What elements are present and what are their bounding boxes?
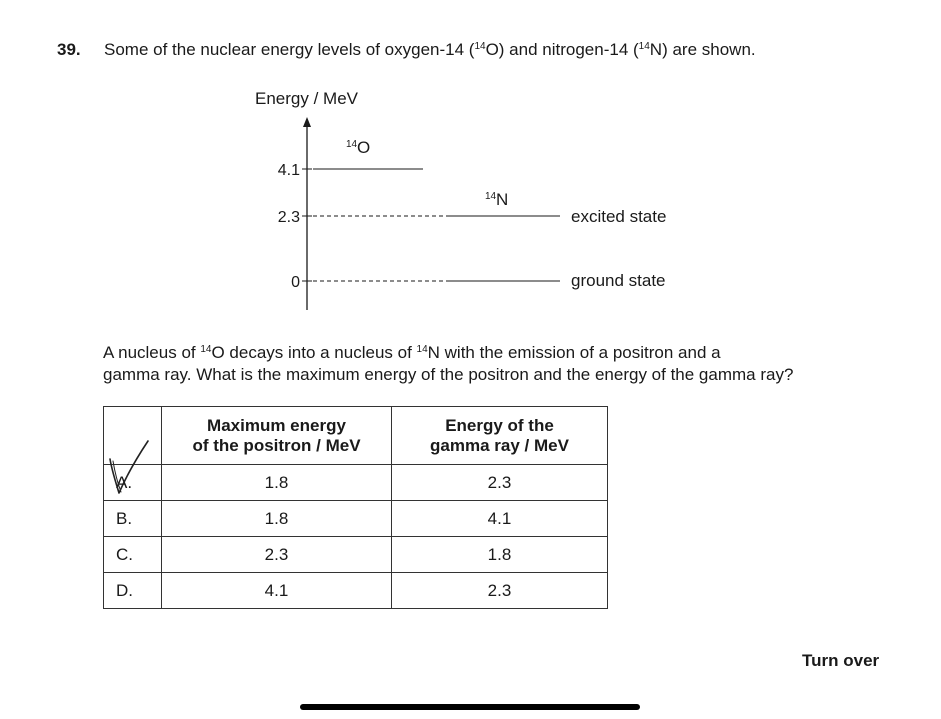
- excited-state-label: excited state: [571, 207, 667, 226]
- home-indicator-bar[interactable]: [300, 704, 640, 710]
- tick-label-0: 0: [291, 274, 300, 291]
- stem-line-1: A nucleus of $^{14}$O decays into a nucleus of $^{14}$N with the emission of a positron and a: [103, 343, 721, 362]
- nitrogen-label-sup: 14: [485, 191, 497, 202]
- tick-label-4-1: 4.1: [277, 162, 300, 179]
- oxygen-label-sup: 14: [346, 139, 358, 150]
- positron-energy-c: 2.3: [162, 537, 392, 573]
- positron-energy-d: 4.1: [162, 573, 392, 609]
- tick-label-2-3: 2.3: [277, 209, 300, 226]
- turn-over[interactable]: Turn over: [802, 651, 880, 670]
- header-gamma: Energy of the gamma ray / MeV: [392, 407, 608, 465]
- positron-energy-a: 1.8: [162, 465, 392, 501]
- option-a[interactable]: A.: [104, 465, 162, 501]
- option-d[interactable]: D.: [104, 573, 162, 609]
- ground-state-label: ground state: [571, 271, 666, 290]
- option-b[interactable]: B.: [104, 501, 162, 537]
- question-text: Some of the nuclear energy levels of oxygen-14 ($^{14}$O) and nitrogen-14 ($^{14}$N) are shown.: [104, 40, 756, 59]
- oxygen-label: O: [357, 138, 371, 157]
- question-number: 39.: [57, 40, 81, 59]
- handwritten-check-icon: [106, 437, 152, 497]
- axis-arrowhead: [303, 117, 311, 127]
- table-row[interactable]: [104, 501, 608, 537]
- question-stem: [103, 342, 793, 386]
- table-row[interactable]: [104, 573, 608, 609]
- option-c[interactable]: C.: [104, 537, 162, 573]
- stem-line-2: gamma ray. What is the maximum energy of the positron and the energy of the gamma ray?: [103, 365, 794, 384]
- header-positron: Maximum energy of the positron / MeV: [162, 407, 392, 465]
- table-row[interactable]: [104, 465, 608, 501]
- table-row[interactable]: [104, 537, 608, 573]
- positron-energy-b: 1.8: [162, 501, 392, 537]
- table-header-row: [104, 407, 608, 465]
- gamma-energy-c: 1.8: [392, 537, 608, 573]
- gamma-energy-a: 2.3: [392, 465, 608, 501]
- gamma-energy-d: 2.3: [392, 573, 608, 609]
- nitrogen-label: N: [496, 190, 509, 209]
- axis-label: Energy / MeV: [255, 89, 358, 108]
- gamma-energy-b: 4.1: [392, 501, 608, 537]
- answer-table: [103, 406, 608, 609]
